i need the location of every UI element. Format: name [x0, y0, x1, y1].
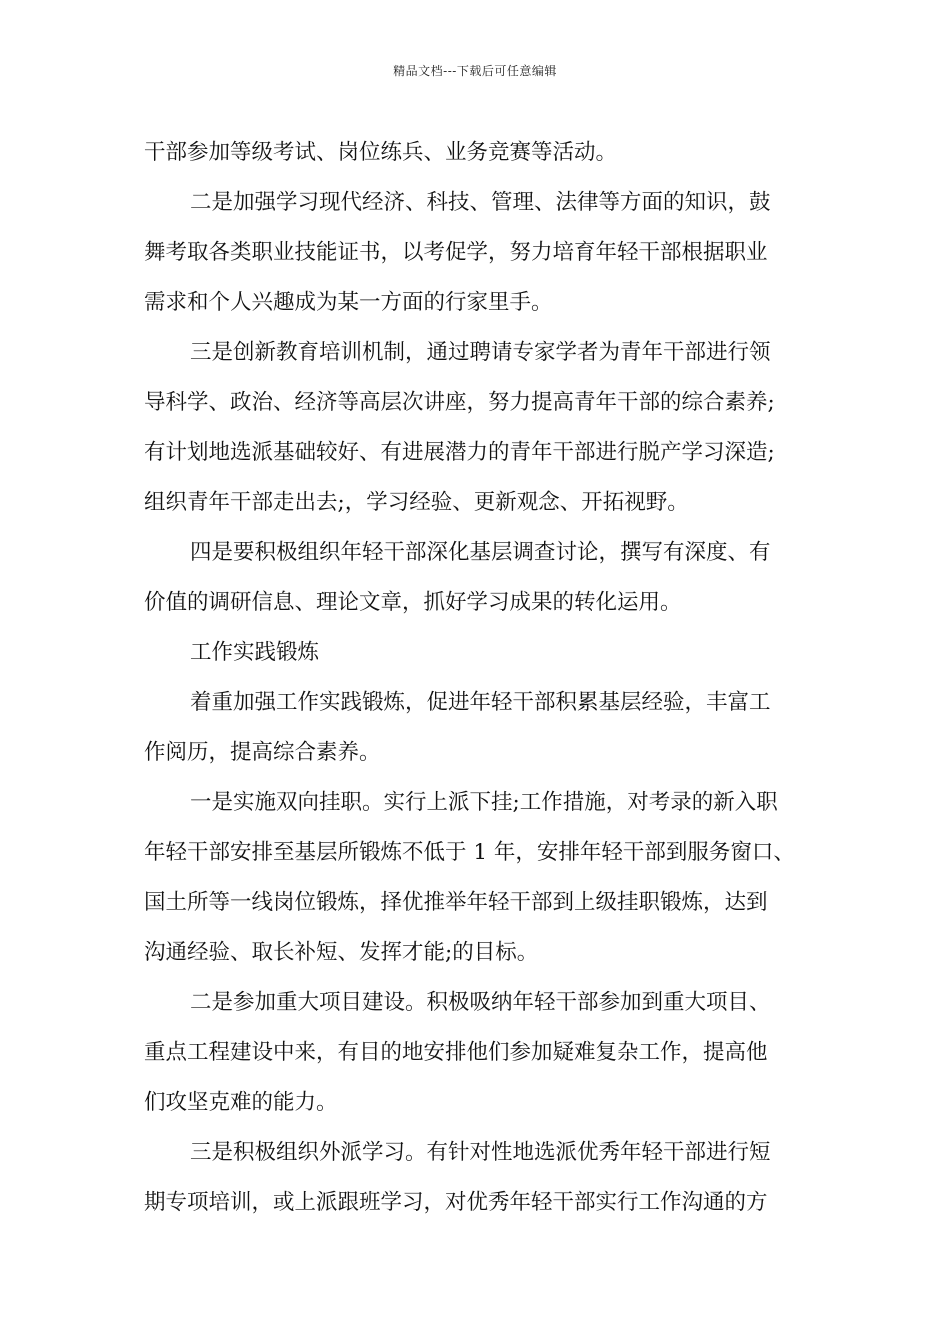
text-line: 导科学、政治、经济等高层次讲座，努力提高青年干部的综合素养; [144, 390, 775, 415]
text-line: 作阅历，提高综合素养。 [144, 740, 381, 765]
text-line: 年轻干部安排至基层所锻炼不低于 1 年，安排年轻干部到服务窗口、 [144, 840, 795, 865]
text-line: 有计划地选派基础较好、有进展潜力的青年干部进行脱产学习深造; [144, 440, 775, 465]
text-line: 一是实施双向挂职。实行上派下挂;工作措施，对考录的新入职 [190, 790, 778, 815]
text-line: 三是创新教育培训机制，通过聘请专家学者为青年干部进行领 [190, 340, 771, 365]
text-line: 国土所等一线岗位锻炼，择优推举年轻干部到上级挂职锻炼，达到 [144, 890, 768, 915]
page-header: 精品文档---下载后可任意编辑 [393, 64, 557, 78]
text-line: 舞考取各类职业技能证书，以考促学，努力培育年轻干部根据职业 [144, 240, 768, 265]
text-line: 组织青年干部走出去;，学习经验、更新观念、开拓视野。 [144, 490, 689, 515]
text-line: 二是参加重大项目建设。积极吸纳年轻干部参加到重大项目、 [190, 990, 771, 1015]
text-line: 们攻坚克难的能力。 [144, 1090, 338, 1115]
text-line: 四是要积极组织年轻干部深化基层调查讨论，撰写有深度、有 [190, 540, 771, 565]
text-line: 需求和个人兴趣成为某一方面的行家里手。 [144, 290, 553, 315]
text-line: 重点工程建设中来，有目的地安排他们参加疑难复杂工作，提高他 [144, 1040, 768, 1065]
text-line: 三是积极组织外派学习。有针对性地选派优秀年轻干部进行短 [190, 1140, 771, 1165]
text-line: 二是加强学习现代经济、科技、管理、法律等方面的知识，鼓 [190, 190, 771, 215]
text-line: 沟通经验、取长补短、发挥才能;的目标。 [144, 940, 539, 965]
document-body [144, 128, 812, 1228]
text-line: 着重加强工作实践锻炼，促进年轻干部积累基层经验，丰富工 [190, 690, 771, 715]
text-line: 干部参加等级考试、岗位练兵、业务竞赛等活动。 [144, 140, 618, 165]
section-heading: 工作实践锻炼 [190, 640, 320, 665]
text-line: 期专项培训，或上派跟班学习，对优秀年轻干部实行工作沟通的方 [144, 1190, 768, 1215]
text-line: 价值的调研信息、理论文章，抓好学习成果的转化运用。 [144, 590, 682, 615]
